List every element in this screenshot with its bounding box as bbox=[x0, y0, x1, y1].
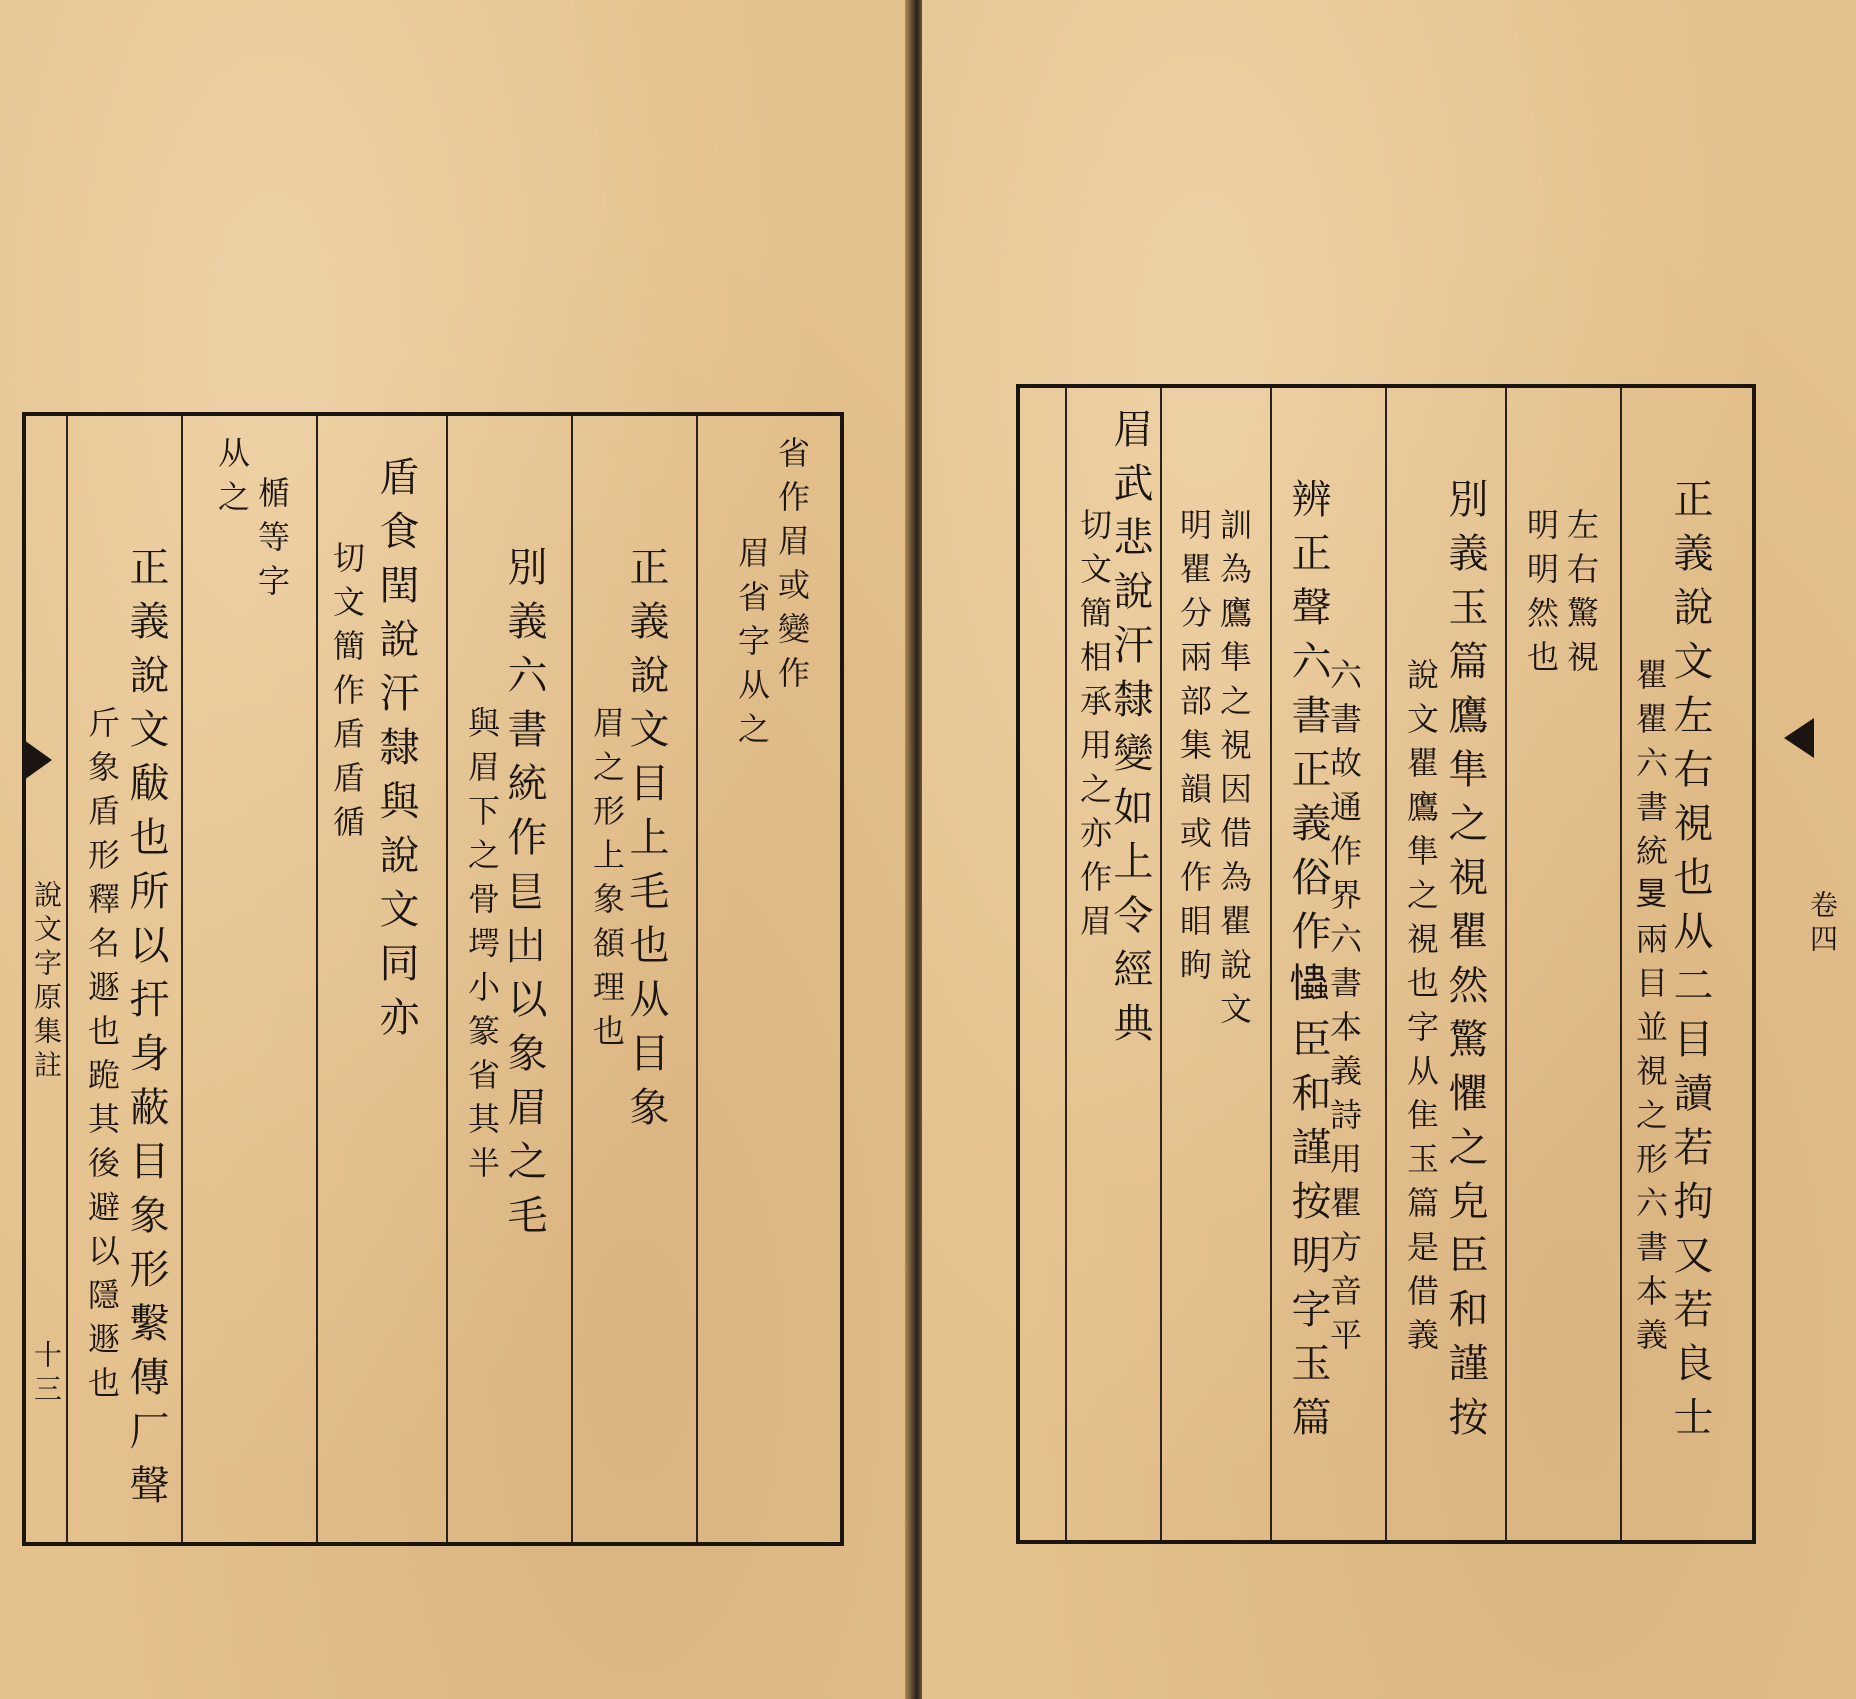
column-rule bbox=[446, 416, 448, 1542]
text-column: 與眉下之骨堮小篆省其半 bbox=[463, 706, 501, 1190]
column-rule bbox=[696, 416, 698, 1542]
fishtail-mark bbox=[24, 740, 52, 780]
text-column: 从之 bbox=[213, 436, 251, 524]
column-rule bbox=[1620, 388, 1622, 1540]
column-rule bbox=[1065, 388, 1067, 1540]
column-rule bbox=[66, 416, 68, 1542]
text-column: 切文簡相承用之亦作眉 bbox=[1075, 508, 1113, 948]
text-column: 瞿瞿六書統𥄎兩目並視之形六書本義 bbox=[1631, 658, 1669, 1362]
text-column: 辨正聲六書正義俗作𢥞臣和謹按明字玉篇 bbox=[1285, 478, 1331, 1450]
book-title: 說文字原集註 bbox=[30, 880, 63, 1084]
column-rule bbox=[1385, 388, 1387, 1540]
left-page bbox=[0, 0, 910, 1699]
text-column: 盾食閏說汗隸與說文同亦 bbox=[373, 456, 419, 1050]
text-column: 切文簡作盾盾循 bbox=[328, 541, 366, 849]
left-page-frame bbox=[22, 412, 844, 1546]
column-rule bbox=[571, 416, 573, 1542]
text-column: 眉省字从之 bbox=[733, 536, 771, 756]
text-column: 正義說文左右視也从二目讀若拘又若良士 bbox=[1667, 478, 1713, 1450]
column-rule bbox=[316, 416, 318, 1542]
text-column: 正義說文目上毛也从目象 bbox=[623, 546, 669, 1140]
volume-label: 卷四 bbox=[1806, 890, 1839, 958]
text-column: 眉武悲說汗隸變如上令經典 bbox=[1107, 408, 1153, 1056]
text-column: 明明然也 bbox=[1522, 508, 1560, 684]
text-column: 別義玉篇鷹隼之視瞿然驚懼之皃臣和謹按 bbox=[1442, 478, 1488, 1450]
text-column: 訓為鷹隼之視因借為瞿說文 bbox=[1215, 508, 1253, 1036]
text-column: 正義說文瞂也所以扞身蔽目象形繫傳厂聲 bbox=[123, 546, 169, 1518]
column-rule bbox=[181, 416, 183, 1542]
text-column: 別義六書統作𥃩𠙷以象眉之毛 bbox=[501, 546, 547, 1248]
text-column: 眉之形上象頟理也 bbox=[588, 706, 626, 1058]
text-column: 明瞿分兩部集韻或作䀠眗 bbox=[1175, 508, 1213, 992]
column-rule bbox=[1160, 388, 1162, 1540]
column-rule bbox=[1505, 388, 1507, 1540]
text-column: 斤象盾形釋名遯也跪其後避以隱遯也 bbox=[83, 706, 121, 1410]
text-column: 六書故通作界六書本義詩用瞿方音平 bbox=[1325, 658, 1363, 1362]
page-number: 十三 bbox=[30, 1340, 63, 1408]
text-column: 左右驚視 bbox=[1562, 508, 1600, 684]
column-rule bbox=[1270, 388, 1272, 1540]
text-column: 楯等字 bbox=[253, 476, 291, 608]
right-page-frame bbox=[1016, 384, 1756, 1544]
right-page bbox=[922, 0, 1856, 1699]
text-column: 省作眉或變作 bbox=[773, 436, 811, 700]
text-column: 說文瞿鷹隼之視也字从隹玉篇是借義 bbox=[1402, 658, 1440, 1362]
fishtail-mark bbox=[1784, 718, 1814, 758]
